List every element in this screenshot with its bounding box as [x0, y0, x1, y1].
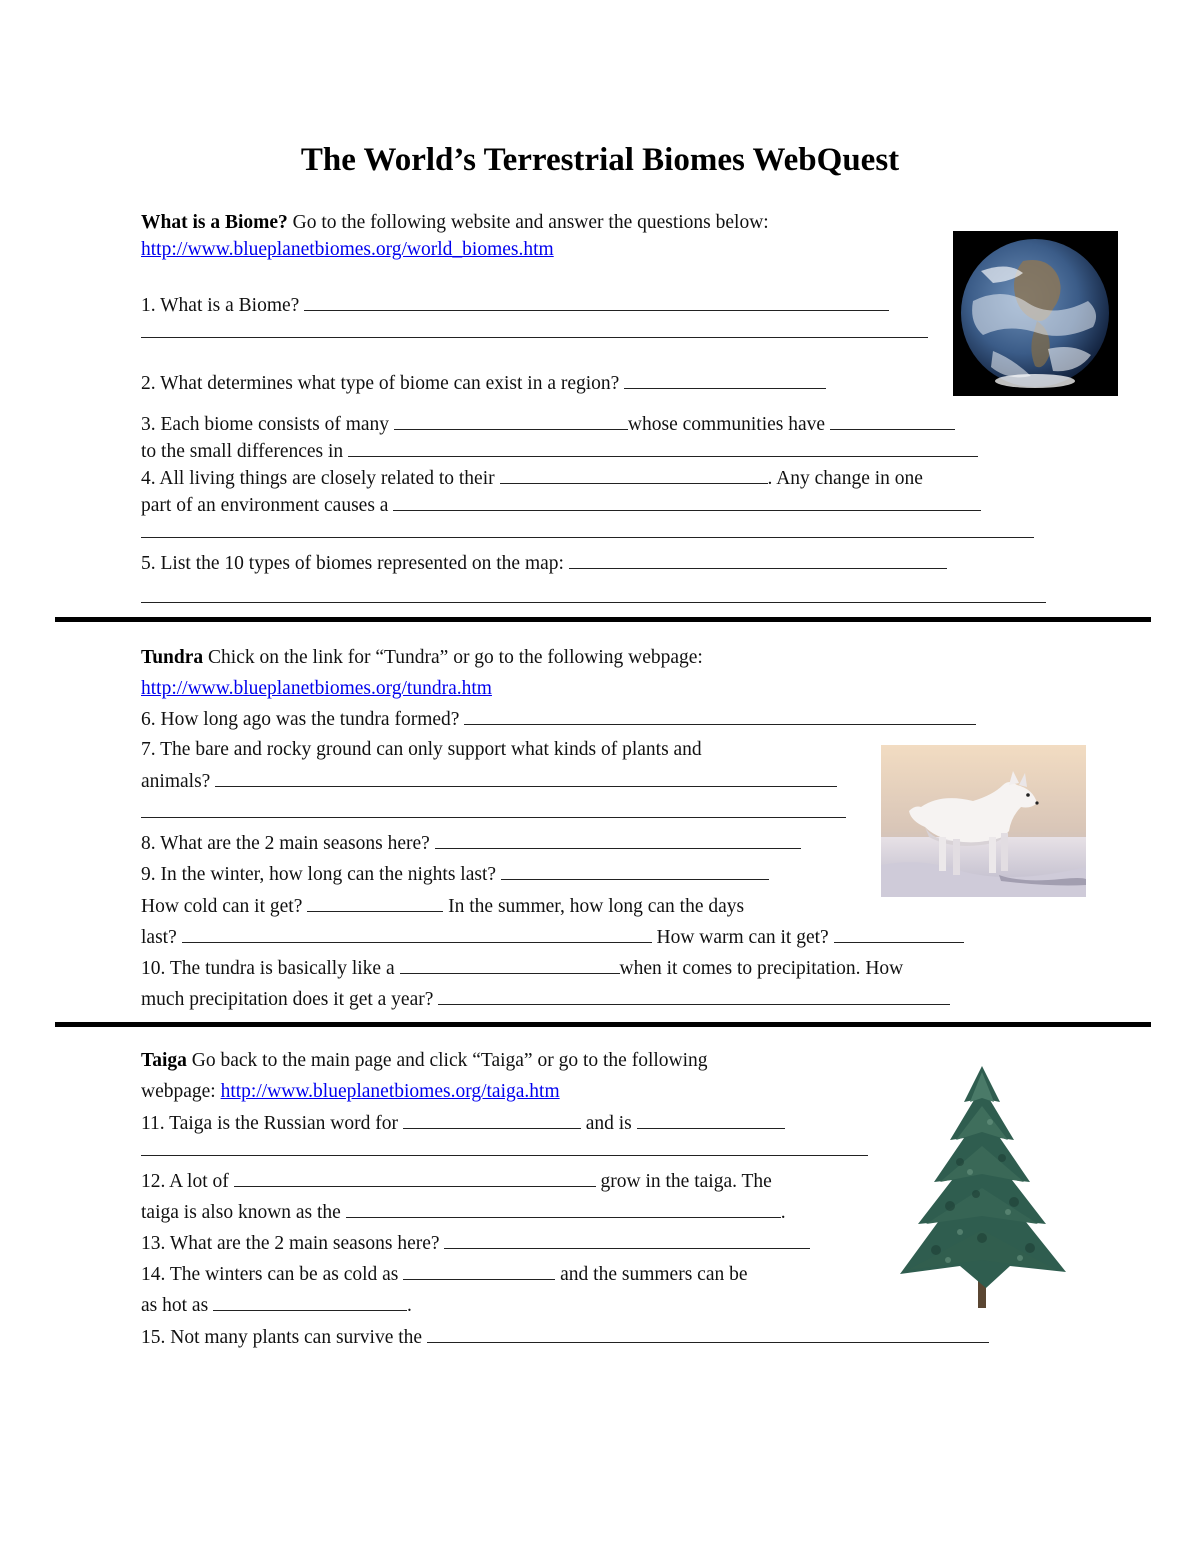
q4-answer-blank-3[interactable] [141, 520, 1034, 538]
q14-text-b: and the summers can be [555, 1264, 748, 1285]
q8-line [141, 831, 801, 856]
q4-line-3 [141, 520, 1034, 545]
q12-text-c: taiga is also known as the [141, 1202, 341, 1223]
q9-line-2 [141, 894, 744, 919]
tundra-link-line [141, 677, 492, 701]
q14-line-2 [141, 1293, 412, 1318]
q5-text: 5. List the 10 types of biomes represented on the map: [141, 553, 564, 574]
taiga-link[interactable]: http://www.blueplanetbiomes.org/taiga.htm [220, 1081, 560, 1102]
q14-text-c: as hot as [141, 1295, 209, 1316]
q14-text-a: 14. The winters can be as cold as [141, 1264, 399, 1285]
taiga-intro-2: webpage: [141, 1081, 221, 1102]
q10-line [141, 956, 903, 981]
q10-answer-blank-2[interactable] [438, 987, 950, 1005]
q4-text-c: part of an environment causes a [141, 495, 389, 516]
q9-text-d: last? [141, 927, 177, 948]
q4-line [141, 466, 923, 491]
q9-answer-blank-1[interactable] [501, 862, 769, 880]
biome-intro: Go to the following website and answer the questions below: [287, 212, 769, 233]
q12-text-d: . [780, 1202, 786, 1223]
q9-text-b: How cold can it get? [141, 896, 303, 917]
q4-line-2 [141, 493, 981, 518]
arctic-fox-photo [881, 745, 1086, 897]
q12-line [141, 1169, 772, 1194]
q9-line-3 [141, 925, 964, 950]
q15-answer-blank[interactable] [427, 1325, 989, 1343]
q7-line [141, 738, 702, 762]
tundra-intro: Chick on the link for “Tundra” or go to the following webpage: [203, 647, 703, 668]
spruce-tree-illustration [890, 1062, 1076, 1312]
q7-line-3 [141, 800, 846, 825]
q10-text-a: 10. The tundra is basically like a [141, 958, 395, 979]
q10-text-c: much precipitation does it get a year? [141, 989, 434, 1010]
q11-text-b: and is [580, 1113, 632, 1134]
q9-text-e: How warm can it get? [651, 927, 829, 948]
q11-text-a: 11. Taiga is the Russian word for [141, 1113, 398, 1134]
tundra-intro-line [141, 646, 703, 670]
q3-text-b: whose communities have [627, 414, 826, 435]
q9-text-a: 9. In the winter, how long can the nights last? [141, 864, 497, 885]
q4-text-a: 4. All living things are closely related to their [141, 468, 495, 489]
q8-answer-blank[interactable] [435, 831, 801, 849]
q7-text-b: animals? [141, 771, 211, 792]
q15-text: 15. Not many plants can survive the [141, 1327, 423, 1348]
biome-link-line [141, 238, 554, 262]
taiga-heading: Taiga [141, 1050, 187, 1071]
q5-answer-blank-2[interactable] [141, 585, 1046, 603]
q12-text-a: 12. A lot of [141, 1171, 229, 1192]
taiga-link-line [141, 1080, 560, 1104]
biome-intro-line [141, 211, 769, 235]
q7-text-a: 7. The bare and rocky ground can only support what kinds of plants and [141, 739, 702, 760]
q9-answer-blank-4[interactable] [834, 925, 964, 943]
q10-line-2 [141, 987, 950, 1012]
q11-line-2 [141, 1138, 868, 1163]
q6-line [141, 707, 976, 732]
q3-answer-blank-2[interactable] [830, 412, 955, 430]
q3-text-a: 3. Each biome consists of many [141, 414, 390, 435]
q9-text-c: In the summer, how long can the days [443, 896, 745, 917]
biome-heading: What is a Biome? [141, 212, 288, 233]
q2-text: 2. What determines what type of biome can exist in a region? [141, 373, 620, 394]
q8-text: 8. What are the 2 main seasons here? [141, 833, 430, 854]
q1-answer-blank[interactable] [304, 293, 889, 311]
q7-answer-blank-2[interactable] [141, 800, 846, 818]
q9-answer-blank-3[interactable] [182, 925, 652, 943]
biome-link[interactable]: http://www.blueplanetbiomes.org/world_biomes.htm [141, 239, 554, 260]
q13-answer-blank[interactable] [444, 1231, 810, 1249]
q14-answer-blank-1[interactable] [403, 1262, 555, 1280]
q11-answer-blank-3[interactable] [141, 1138, 868, 1156]
q1-line-2 [141, 320, 928, 345]
tundra-link[interactable]: http://www.blueplanetbiomes.org/tundra.htm [141, 678, 492, 699]
q12-answer-blank-2[interactable] [346, 1200, 781, 1218]
q13-line [141, 1231, 810, 1256]
q9-answer-blank-2[interactable] [307, 894, 443, 912]
q7-line-2 [141, 769, 837, 794]
q1-answer-blank-2[interactable] [141, 320, 928, 338]
q13-text: 13. What are the 2 main seasons here? [141, 1233, 440, 1254]
q12-text-b: grow in the taiga. The [595, 1171, 772, 1192]
tundra-heading: Tundra [141, 647, 204, 668]
q11-answer-blank-2[interactable] [637, 1111, 785, 1129]
q9-line [141, 862, 769, 887]
taiga-intro-line [141, 1049, 708, 1073]
q3-line [141, 412, 955, 437]
q5-line-2 [141, 585, 1046, 610]
q10-answer-blank-1[interactable] [400, 956, 620, 974]
section-divider-1 [55, 617, 1151, 622]
q5-answer-blank-1[interactable] [569, 551, 947, 569]
q3-answer-blank-3[interactable] [348, 439, 978, 457]
q14-answer-blank-2[interactable] [213, 1293, 407, 1311]
q15-line [141, 1325, 989, 1350]
q1-line [141, 293, 889, 318]
q3-answer-blank-1[interactable] [394, 412, 628, 430]
taiga-intro: Go back to the main page and click “Taiga” or go to the following [186, 1050, 708, 1071]
q3-text-c: to the small differences in [141, 441, 344, 462]
q2-answer-blank[interactable] [624, 371, 826, 389]
q14-line [141, 1262, 748, 1287]
q4-answer-blank-1[interactable] [500, 466, 768, 484]
earth-photo [953, 231, 1118, 396]
q2-line [141, 371, 826, 396]
q4-answer-blank-2[interactable] [393, 493, 981, 511]
page-title: The World’s Terrestrial Biomes WebQuest [300, 142, 900, 178]
q12-line-2 [141, 1200, 786, 1225]
q14-text-d: . [407, 1295, 412, 1316]
q5-line [141, 551, 947, 576]
q11-answer-blank-1[interactable] [403, 1111, 581, 1129]
q10-text-b: when it comes to precipitation. How [619, 958, 904, 979]
q4-text-b: . Any change in one [767, 468, 923, 489]
q11-line [141, 1111, 785, 1136]
q3-line-2 [141, 439, 978, 464]
q1-text: 1. What is a Biome? [141, 295, 300, 316]
q6-answer-blank[interactable] [464, 707, 976, 725]
section-divider-2 [55, 1022, 1151, 1027]
q7-answer-blank-1[interactable] [215, 769, 837, 787]
q6-text: 6. How long ago was the tundra formed? [141, 709, 460, 730]
q12-answer-blank-1[interactable] [234, 1169, 596, 1187]
